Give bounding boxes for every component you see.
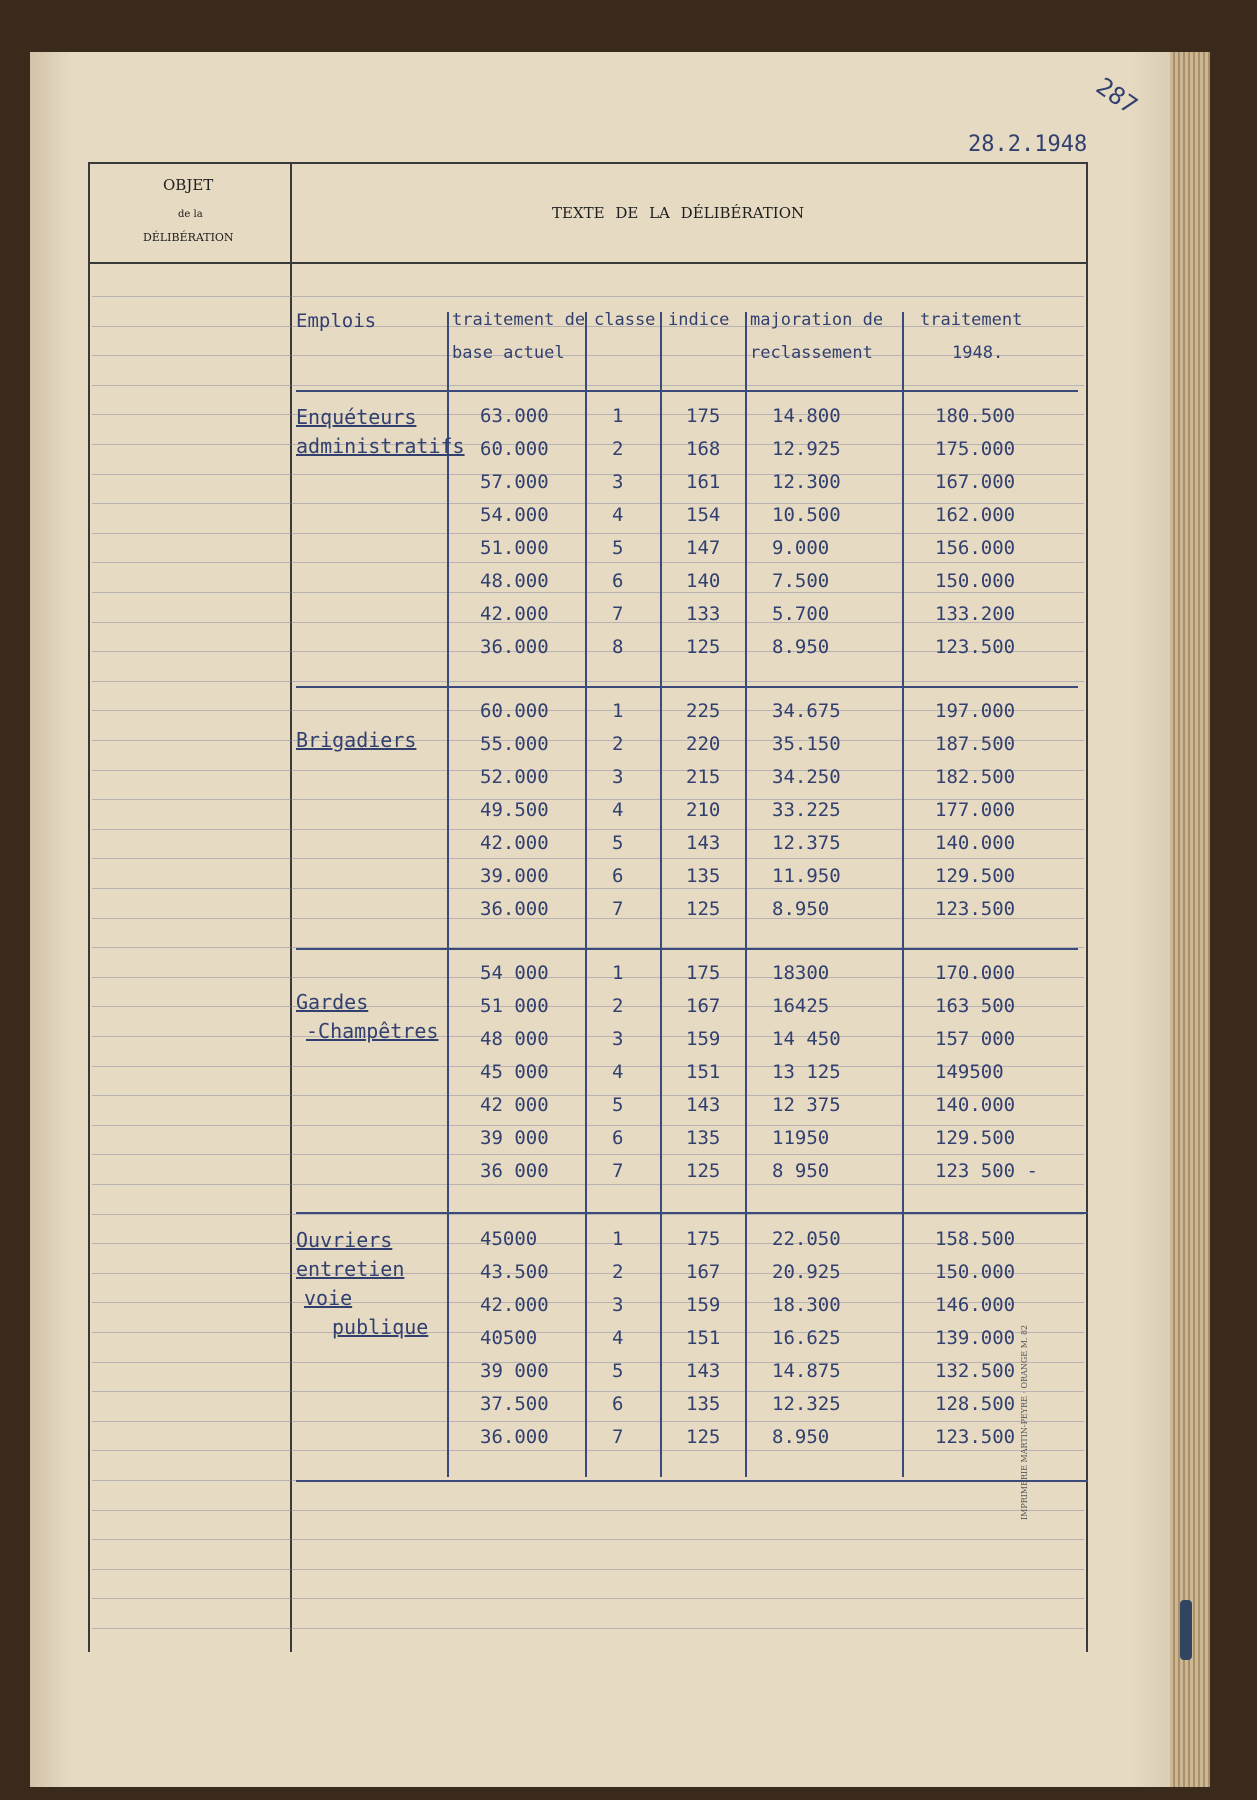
table-cell: 36.000 — [480, 1426, 549, 1448]
table-cell: 39 000 — [480, 1127, 549, 1149]
table-cell: 12.375 — [772, 832, 841, 854]
table-cell: 123.500 — [935, 898, 1016, 920]
ruled-line — [92, 1214, 1084, 1215]
table-cell: 7.500 — [772, 570, 830, 592]
table-cell: 170.000 — [935, 962, 1016, 984]
ruled-line — [92, 1539, 1084, 1540]
group-label: Gardes — [296, 990, 369, 1014]
table-cell: 48.000 — [480, 570, 549, 592]
table-cell: 143 — [686, 1094, 721, 1116]
col-traitement1948-1: traitement — [920, 310, 1023, 330]
table-cell: 60.000 — [480, 700, 549, 722]
printer-mark: IMPRIMERIE MARTIN-PEYRE · ORANGE M. 82 — [1020, 1324, 1029, 1520]
col-classe: classe — [594, 310, 656, 330]
table-cell: 161 — [686, 471, 721, 493]
table-cell: 49.500 — [480, 799, 549, 821]
table-cell: 125 — [686, 898, 721, 920]
table-cell: 150.000 — [935, 570, 1016, 592]
table-cell: 18300 — [772, 962, 830, 984]
table-cell: 55.000 — [480, 733, 549, 755]
table-cell: 14 450 — [772, 1028, 841, 1050]
group-sep-2 — [296, 948, 1078, 950]
table-cell: 18.300 — [772, 1294, 841, 1316]
group-label: Enquéteurs — [296, 405, 417, 429]
table-cell: 140.000 — [935, 1094, 1016, 1116]
table-cell: 42.000 — [480, 603, 549, 625]
table-cell: 132.500 — [935, 1360, 1016, 1382]
table-cell: 156.000 — [935, 537, 1016, 559]
ruled-line — [92, 533, 1084, 534]
table-cell: 220 — [686, 733, 721, 755]
table-cell: 210 — [686, 799, 721, 821]
table-cell: 2 — [612, 438, 624, 460]
table-cell: 3 — [612, 766, 624, 788]
table-cell: 187.500 — [935, 733, 1016, 755]
ruled-line — [92, 562, 1084, 563]
table-cell: 175 — [686, 1228, 721, 1250]
table-cell: 175 — [686, 405, 721, 427]
group-label: -Champêtres — [306, 1019, 439, 1043]
table-cell: 135 — [686, 1393, 721, 1415]
ruled-line — [92, 888, 1084, 889]
group-label: publique — [332, 1315, 429, 1339]
table-cell: 9.000 — [772, 537, 830, 559]
table-cell: 7 — [612, 1426, 624, 1448]
objet-subheading: de la — [178, 209, 203, 220]
table-cell: 167 — [686, 1261, 721, 1283]
ruled-line — [92, 1154, 1084, 1155]
table-cell: 13 125 — [772, 1061, 841, 1083]
col-majoration-1: majoration de — [750, 310, 884, 330]
table-cell: 140 — [686, 570, 721, 592]
header-bottom-rule — [88, 262, 1088, 264]
col-sep-5 — [902, 312, 904, 1477]
table-cell: 159 — [686, 1028, 721, 1050]
ruled-line — [92, 1510, 1084, 1511]
table-cell: 14.800 — [772, 405, 841, 427]
table-cell: 163 500 — [935, 995, 1016, 1017]
table-cell: 197.000 — [935, 700, 1016, 722]
table-cell: 20.925 — [772, 1261, 841, 1283]
table-cell: 1 — [612, 962, 624, 984]
table-cell: 135 — [686, 1127, 721, 1149]
frame-left — [88, 162, 90, 1652]
col-sep-1 — [447, 312, 449, 1477]
table-cell: 133 — [686, 603, 721, 625]
table-cell: 40500 — [480, 1327, 538, 1349]
table-cell: 135 — [686, 865, 721, 887]
objet-subheading-2: DÉLIBÉRATION — [143, 231, 234, 244]
table-cell: 36.000 — [480, 636, 549, 658]
table-cell: 45000 — [480, 1228, 538, 1250]
table-cell: 34.675 — [772, 700, 841, 722]
table-cell: 37.500 — [480, 1393, 549, 1415]
table-cell: 8 950 — [772, 1160, 830, 1182]
frame-top — [88, 162, 1088, 164]
objet-heading: OBJET — [163, 176, 214, 194]
ruled-line — [92, 1125, 1084, 1126]
col-sep-3 — [660, 312, 662, 1477]
table-cell: 60.000 — [480, 438, 549, 460]
table-cell: 146.000 — [935, 1294, 1016, 1316]
table-cell: 123.500 — [935, 636, 1016, 658]
ruled-line — [92, 858, 1084, 859]
table-cell: 125 — [686, 1426, 721, 1448]
table-cell: 225 — [686, 700, 721, 722]
table-cell: 54.000 — [480, 504, 549, 526]
table-cell: 6 — [612, 1127, 624, 1149]
table-cell: 6 — [612, 1393, 624, 1415]
col-indice: indice — [668, 310, 730, 330]
table-cell: 16.625 — [772, 1327, 841, 1349]
table-cell: 12 375 — [772, 1094, 841, 1116]
table-cell: 12.300 — [772, 471, 841, 493]
table-cell: 139.000 — [935, 1327, 1016, 1349]
ruled-line — [92, 296, 1084, 297]
table-cell: 6 — [612, 865, 624, 887]
col-traitement1948-2: 1948. — [952, 343, 1004, 363]
page-edge-stack — [1170, 52, 1210, 1787]
table-cell: 151 — [686, 1327, 721, 1349]
table-cell: 8.950 — [772, 636, 830, 658]
table-cell: 167 — [686, 995, 721, 1017]
table-cell: 11950 — [772, 1127, 830, 1149]
table-cell: 42 000 — [480, 1094, 549, 1116]
group-label: voie — [304, 1286, 353, 1310]
table-cell: 5.700 — [772, 603, 830, 625]
table-cell: 12.925 — [772, 438, 841, 460]
table-cell: 48 000 — [480, 1028, 549, 1050]
table-cell: 6 — [612, 570, 624, 592]
ruled-line — [92, 355, 1084, 356]
table-cell: 177.000 — [935, 799, 1016, 821]
table-cell: 4 — [612, 1327, 624, 1349]
table-cell: 150.000 — [935, 1261, 1016, 1283]
ruled-line — [92, 1421, 1084, 1422]
group-sep-3 — [296, 1212, 1088, 1214]
table-cell: 33.225 — [772, 799, 841, 821]
table-cell: 34.250 — [772, 766, 841, 788]
table-cell: 182.500 — [935, 766, 1016, 788]
table-cell: 2 — [612, 1261, 624, 1283]
ribbon-marker — [1180, 1600, 1192, 1660]
group-label: Brigadiers — [296, 728, 417, 752]
table-cell: 8.950 — [772, 898, 830, 920]
table-cell: 8 — [612, 636, 624, 658]
table-cell: 168 — [686, 438, 721, 460]
deliberation-date: 28.2.1948 — [968, 132, 1088, 157]
table-cell: 52.000 — [480, 766, 549, 788]
table-cell: 5 — [612, 537, 624, 559]
table-cell: 157 000 — [935, 1028, 1016, 1050]
table-cell: 125 — [686, 1160, 721, 1182]
ruled-line — [92, 1184, 1084, 1185]
table-cell: 16425 — [772, 995, 830, 1017]
table-cell: 3 — [612, 1028, 624, 1050]
table-cell: 22.050 — [772, 1228, 841, 1250]
table-cell: 175.000 — [935, 438, 1016, 460]
table-cell: 11.950 — [772, 865, 841, 887]
col-emplois: Emplois — [296, 310, 377, 332]
ruled-line — [92, 681, 1084, 682]
col-traitement-2: base actuel — [452, 343, 565, 363]
table-cell: 2 — [612, 995, 624, 1017]
table-cell: 36.000 — [480, 898, 549, 920]
table-cell: 57.000 — [480, 471, 549, 493]
table-cell: 7 — [612, 1160, 624, 1182]
table-cell: 151 — [686, 1061, 721, 1083]
table-cell: 4 — [612, 1061, 624, 1083]
group-label: entretien — [296, 1257, 405, 1281]
table-cell: 1 — [612, 405, 624, 427]
table-cell: 7 — [612, 898, 624, 920]
table-cell: 2 — [612, 733, 624, 755]
group-sep-1 — [296, 686, 1078, 688]
table-cell: 129.500 — [935, 1127, 1016, 1149]
table-cell: 215 — [686, 766, 721, 788]
table-cell: 7 — [612, 603, 624, 625]
table-cell: 35.150 — [772, 733, 841, 755]
table-cell: 5 — [612, 1094, 624, 1116]
table-cell: 39.000 — [480, 865, 549, 887]
table-cell: 14.875 — [772, 1360, 841, 1382]
frame-right — [1086, 162, 1088, 1652]
table-bottom-rule — [296, 1480, 1088, 1482]
table-cell: 63.000 — [480, 405, 549, 427]
table-cell: 167.000 — [935, 471, 1016, 493]
table-cell: 158.500 — [935, 1228, 1016, 1250]
ruled-line — [92, 1450, 1084, 1451]
table-cell: 175 — [686, 962, 721, 984]
ruled-line — [92, 1391, 1084, 1392]
header-underline — [296, 390, 1078, 392]
ruled-line — [92, 829, 1084, 830]
table-cell: 5 — [612, 832, 624, 854]
ruled-line — [92, 385, 1084, 386]
table-cell: 3 — [612, 1294, 624, 1316]
page-number: 287 — [1090, 72, 1143, 120]
table-cell: 5 — [612, 1360, 624, 1382]
table-cell: 39 000 — [480, 1360, 549, 1382]
table-cell: 143 — [686, 832, 721, 854]
table-cell: 154 — [686, 504, 721, 526]
table-cell: 147 — [686, 537, 721, 559]
table-cell: 143 — [686, 1360, 721, 1382]
table-cell: 4 — [612, 799, 624, 821]
table-cell: 1 — [612, 1228, 624, 1250]
table-cell: 42.000 — [480, 832, 549, 854]
table-cell: 159 — [686, 1294, 721, 1316]
table-cell: 51.000 — [480, 537, 549, 559]
ruled-line — [92, 1598, 1084, 1599]
group-label: Ouvriers — [296, 1228, 393, 1252]
table-cell: 125 — [686, 636, 721, 658]
table-cell: 12.325 — [772, 1393, 841, 1415]
ruled-line — [92, 1569, 1084, 1570]
table-cell: 1 — [612, 700, 624, 722]
table-cell: 10.500 — [772, 504, 841, 526]
texte-heading: TEXTE DE LA DÉLIBÉRATION — [552, 204, 805, 222]
col-traitement-1: traitement de — [452, 310, 586, 330]
table-cell: 3 — [612, 471, 624, 493]
table-cell: 140.000 — [935, 832, 1016, 854]
table-cell: 162.000 — [935, 504, 1016, 526]
table-cell: 8.950 — [772, 1426, 830, 1448]
ruled-line — [92, 1628, 1084, 1629]
table-cell: 42.000 — [480, 1294, 549, 1316]
table-cell: 123.500 — [935, 1426, 1016, 1448]
table-cell: 180.500 — [935, 405, 1016, 427]
table-cell: 43.500 — [480, 1261, 549, 1283]
table-cell: 45 000 — [480, 1061, 549, 1083]
col-sep-4 — [745, 312, 747, 1477]
table-cell: 133.200 — [935, 603, 1016, 625]
table-cell: 54 000 — [480, 962, 549, 984]
table-cell: 123 500 - — [935, 1160, 1038, 1182]
ruled-line — [92, 592, 1084, 593]
table-cell: 4 — [612, 504, 624, 526]
table-cell: 149500 — [935, 1061, 1004, 1083]
col-sep-2 — [585, 312, 587, 1477]
table-cell: 51 000 — [480, 995, 549, 1017]
table-cell: 36 000 — [480, 1160, 549, 1182]
col-majoration-2: reclassement — [750, 343, 873, 363]
table-cell: 129.500 — [935, 865, 1016, 887]
table-cell: 128.500 — [935, 1393, 1016, 1415]
group-label: administratifs — [296, 434, 465, 458]
